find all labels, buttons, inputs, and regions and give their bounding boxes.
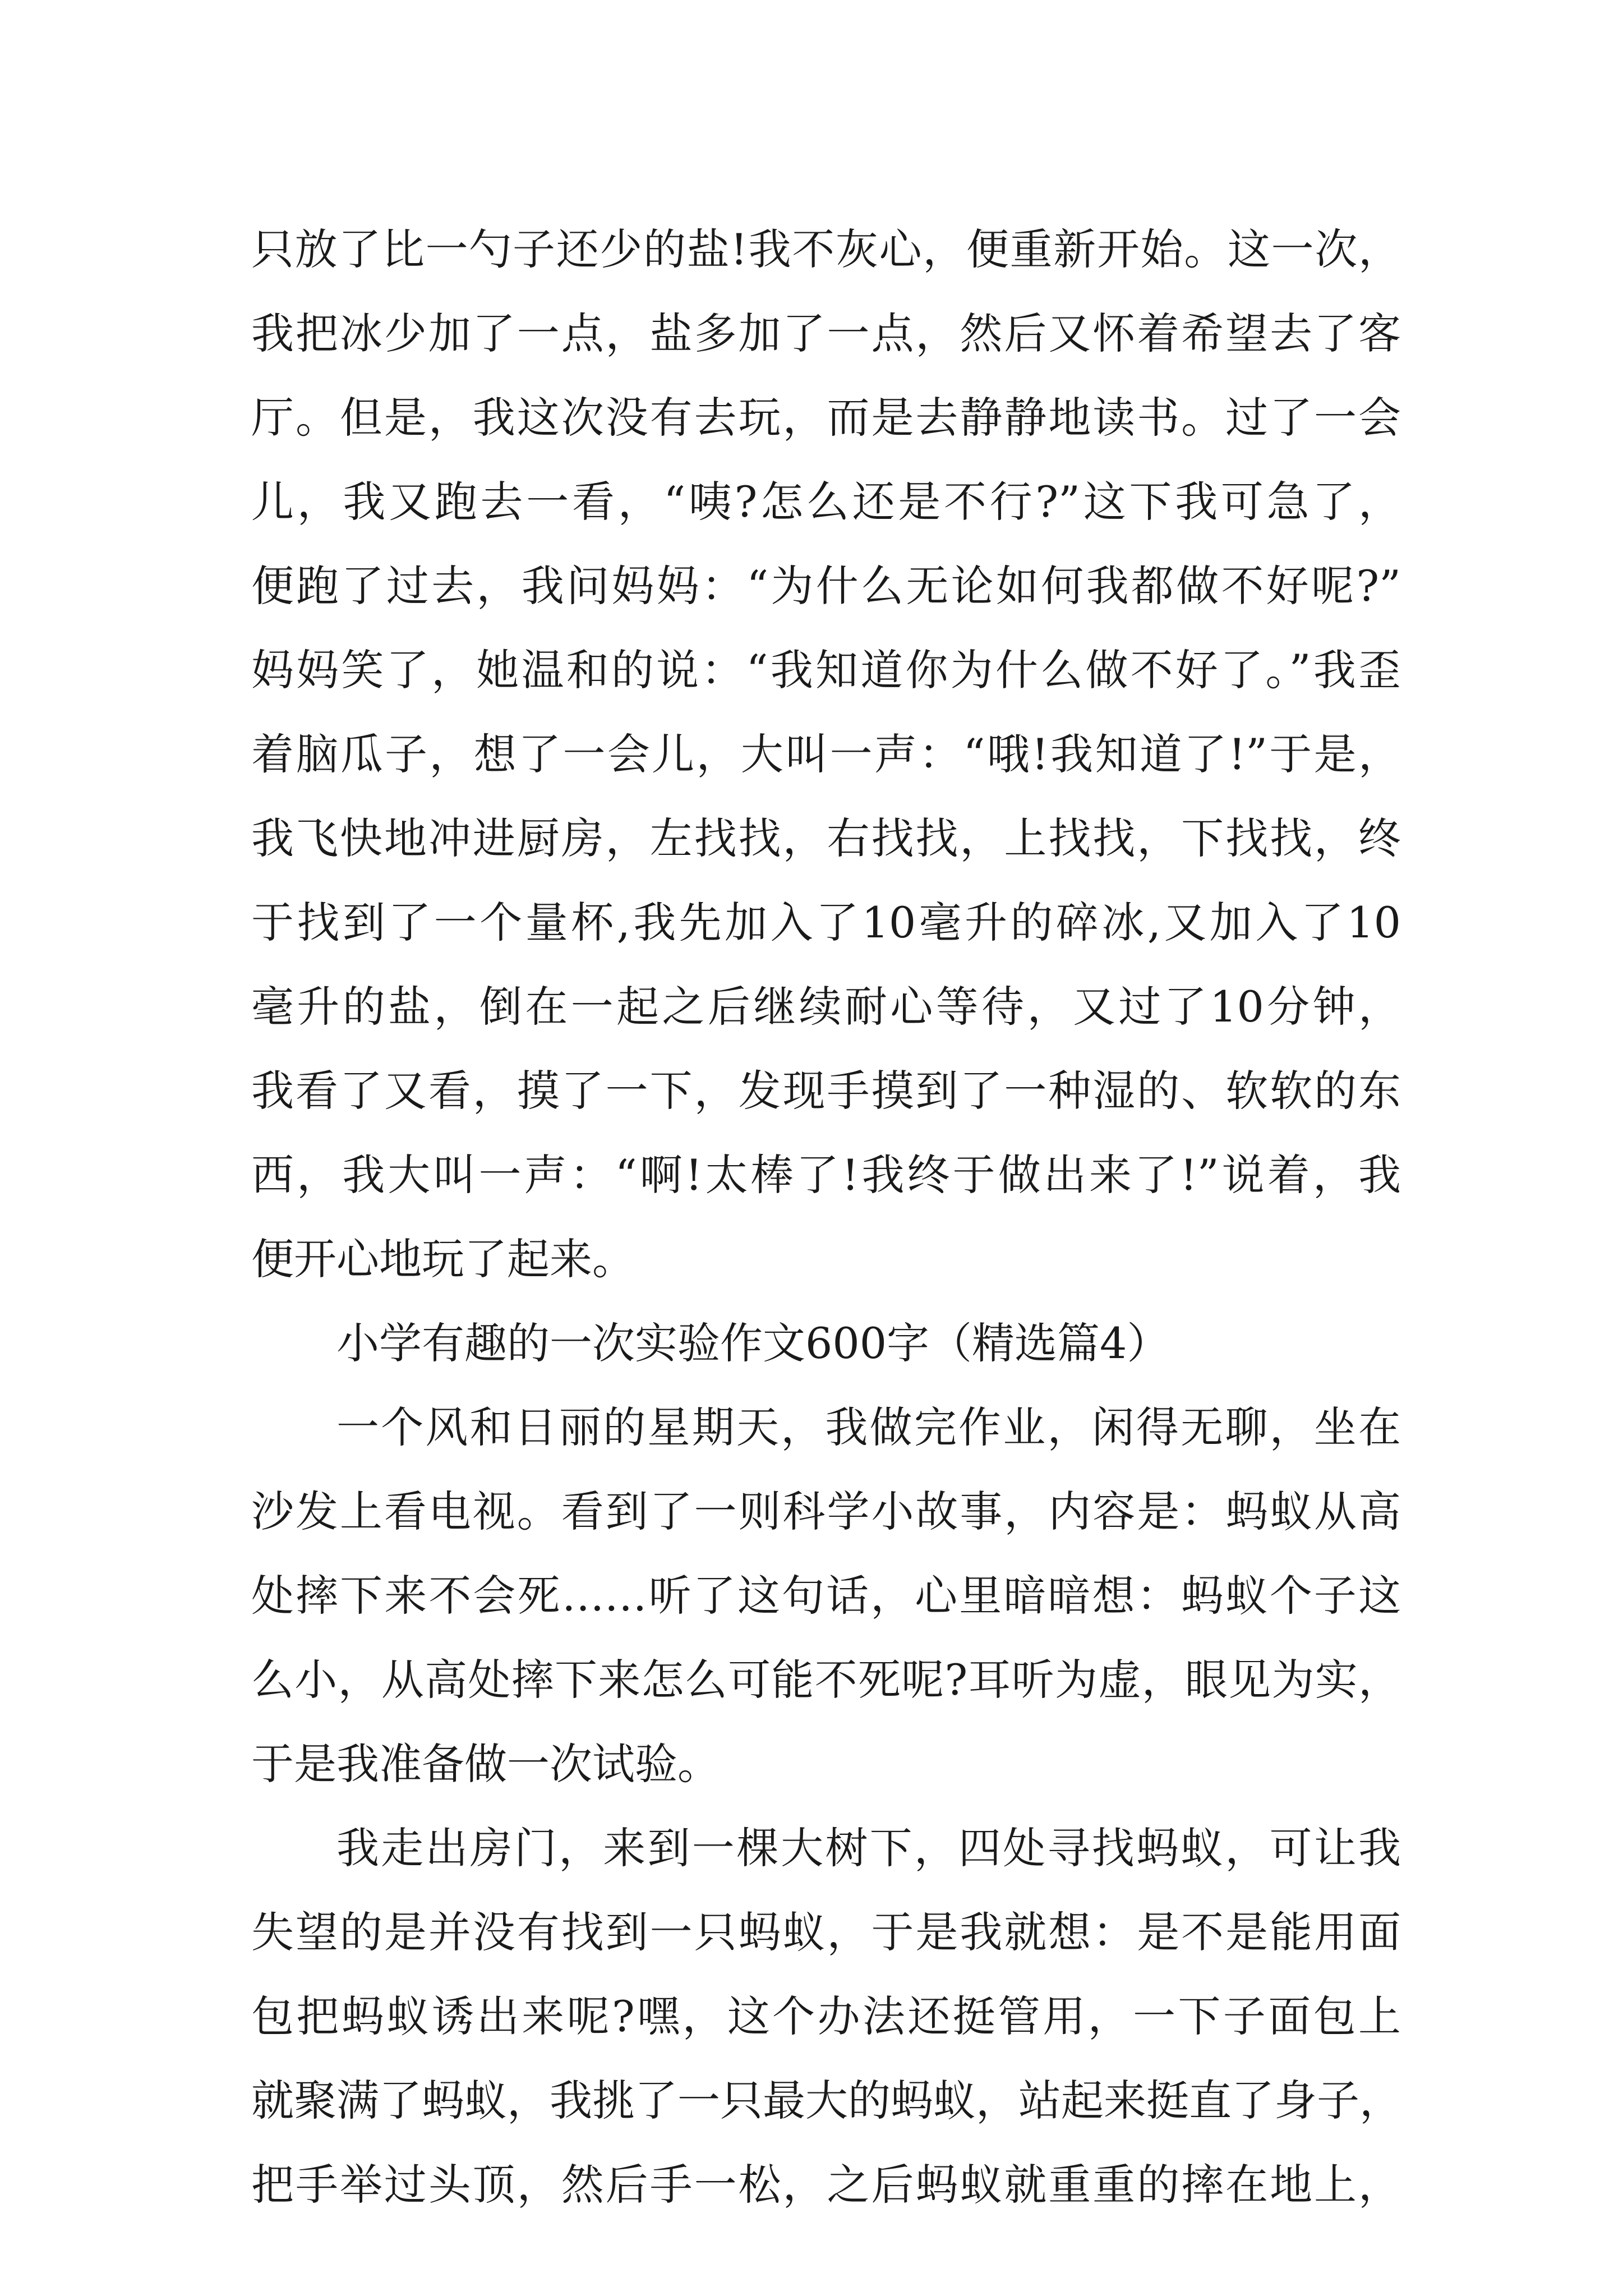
text-line: 着脑瓜子，想了一会儿，大叫一声：“哦!我知道了!”于是， [251,729,1401,779]
text-line: 把手举过头顶，然后手一松，之后蚂蚁就重重的摔在地上， [251,2160,1401,2210]
text-line: 厅。但是，我这次没有去玩，而是去静静地读书。过了一会 [251,393,1401,443]
text-line: 便跑了过去，我问妈妈：“为什么无论如何我都做不好呢?” [251,561,1401,611]
text-line: 于找到了一个量杯,我先加入了10毫升的碎冰,又加入了10 [251,898,1401,947]
text-line: 毫升的盐，倒在一起之后继续耐心等待，又过了10分钟， [251,982,1401,1032]
text-line: 只放了比一勺子还少的盐!我不灰心，便重新开始。这一次， [251,224,1401,274]
text-line: 西，我大叫一声：“啊!太棒了!我终于做出来了!”说着，我 [251,1150,1401,1200]
text-line: 于是我准备做一次试验。 [251,1739,720,1789]
text-line: 沙发上看电视。看到了一则科学小故事，内容是：蚂蚁从高 [251,1487,1401,1536]
text-line: 失望的是并没有找到一只蚂蚁，于是我就想：是不是能用面 [251,1907,1401,1957]
text-line: 妈妈笑了，她温和的说：“我知道你为什么做不好了。”我歪 [251,645,1401,695]
text-line: 么小，从高处摔下来怎么可能不死呢?耳听为虚，眼见为实， [251,1655,1401,1705]
text-line: 处摔下来不会死……听了这句话，心里暗暗想：蚂蚁个子这 [251,1571,1401,1621]
text-line: 我看了又看，摸了一下，发现手摸到了一种湿的、软软的东 [251,1066,1401,1116]
body-text [251,208,1401,2227]
text-line: 包把蚂蚁诱出来呢?嘿，这个办法还挺管用，一下子面包上 [251,1991,1401,2041]
text-line: 便开心地玩了起来。 [251,1234,635,1284]
text-line: 就聚满了蚂蚁，我挑了一只最大的蚂蚁，站起来挺直了身子， [251,2076,1402,2125]
text-line: 我飞快地冲进厨房，左找找，右找找，上找找，下找找，终 [251,813,1401,863]
paragraph-first-line: 一个风和日丽的星期天，我做完作业，闲得无聊，坐在 [336,1402,1401,1452]
text-line: 儿，我又跑去一看，“咦?怎么还是不行?”这下我可急了， [251,477,1401,527]
text-line: 我把冰少加了一点，盐多加了一点，然后又怀着希望去了客 [251,309,1401,358]
section-heading: 小学有趣的一次实验作文600字（精选篇4） [336,1318,1170,1368]
paragraph-first-line: 我走出房门，来到一棵大树下，四处寻找蚂蚁，可让我 [336,1823,1401,1873]
